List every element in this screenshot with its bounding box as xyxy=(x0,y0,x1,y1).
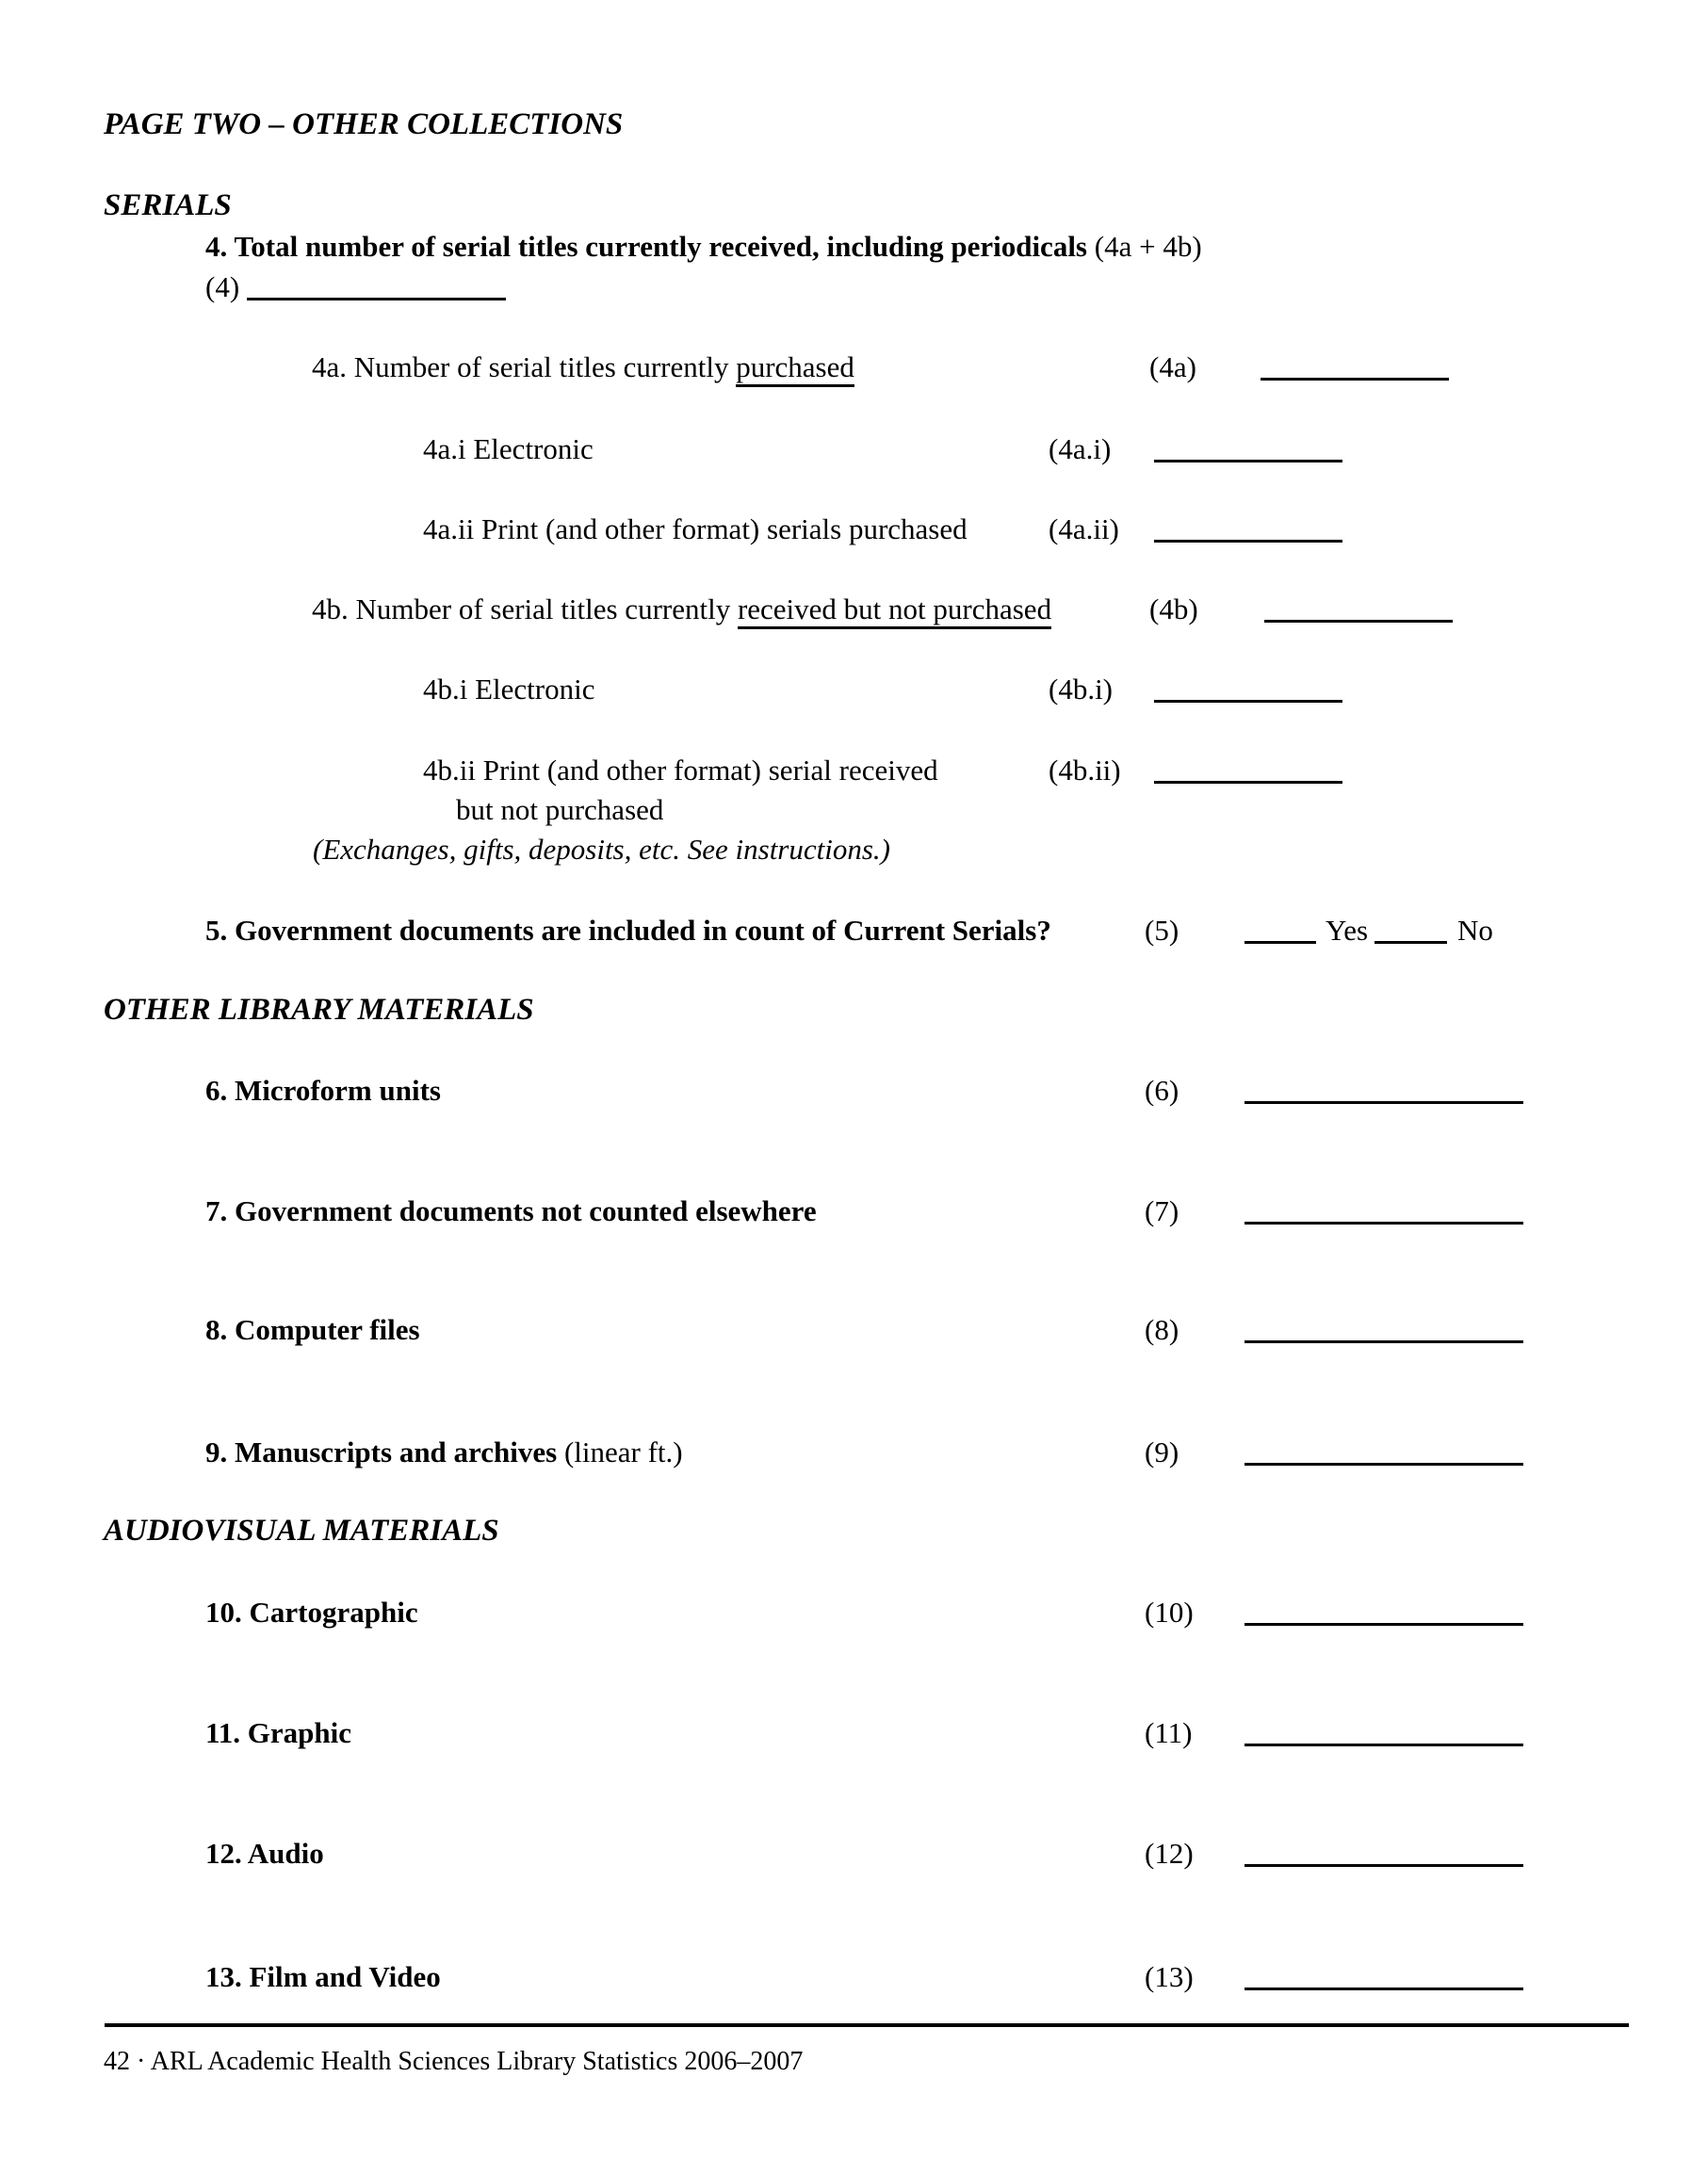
question-10-code: (10) xyxy=(1145,1596,1194,1629)
question-5-no-blank[interactable] xyxy=(1375,912,1447,944)
question-8-label: 8. Computer files xyxy=(205,1313,420,1346)
question-4ai-answer-blank[interactable] xyxy=(1154,430,1342,462)
question-9-row xyxy=(0,1434,1708,1477)
question-11-code: (11) xyxy=(1145,1716,1193,1749)
question-10-row xyxy=(0,1594,1708,1637)
question-9-label-main: 9. Manuscripts and archives xyxy=(205,1436,558,1468)
question-5-no-label: No xyxy=(1457,914,1493,947)
question-8-answer-blank[interactable] xyxy=(1244,1311,1523,1343)
question-4bii-note-row xyxy=(0,831,1708,874)
question-9-code: (9) xyxy=(1145,1436,1179,1468)
question-5-row xyxy=(0,912,1708,955)
question-4b-answer-blank[interactable] xyxy=(1264,591,1453,623)
question-7-code: (7) xyxy=(1145,1194,1179,1227)
question-12-row xyxy=(0,1835,1708,1878)
question-6-answer-blank[interactable] xyxy=(1244,1072,1523,1104)
question-4aii-code: (4a.ii) xyxy=(1049,512,1119,545)
page-title: PAGE TWO – OTHER COLLECTIONS xyxy=(104,107,624,141)
question-4b-row xyxy=(0,591,1708,634)
question-13-code: (13) xyxy=(1145,1960,1194,1993)
question-13-label: 13. Film and Video xyxy=(205,1960,441,1993)
question-4-label-main: 4. Total number of serial titles currently received, including periodicals xyxy=(205,230,1087,263)
question-7-row xyxy=(0,1192,1708,1236)
question-8-row xyxy=(0,1311,1708,1355)
question-4bi-label: 4b.i Electronic xyxy=(423,673,595,706)
question-4-answer-row xyxy=(0,268,1708,312)
question-9-answer-blank[interactable] xyxy=(1244,1434,1523,1466)
question-4-code: (4) xyxy=(205,270,240,303)
question-4aii-row xyxy=(0,511,1708,554)
question-4-row xyxy=(0,228,1708,271)
question-4b-label-prefix: 4b. Number of serial titles currently xyxy=(312,592,738,625)
question-11-answer-blank[interactable] xyxy=(1244,1714,1523,1746)
question-10-label: 10. Cartographic xyxy=(205,1596,418,1629)
question-6-code: (6) xyxy=(1145,1074,1179,1107)
question-4a-row xyxy=(0,349,1708,392)
section-other-library-materials-row xyxy=(0,991,1708,1034)
question-13-row xyxy=(0,1958,1708,2002)
question-4aii-answer-blank[interactable] xyxy=(1154,511,1342,543)
question-8-code: (8) xyxy=(1145,1313,1179,1346)
section-audiovisual-materials-row xyxy=(0,1512,1708,1555)
question-4-label xyxy=(205,228,1202,266)
question-4a-code: (4a) xyxy=(1149,350,1196,383)
question-4bii-note: (Exchanges, gifts, deposits, etc. See instructions.) xyxy=(313,833,890,866)
question-9-label-suffix: (linear ft.) xyxy=(563,1436,683,1468)
question-4ai-row xyxy=(0,430,1708,474)
section-heading-serials: SERIALS xyxy=(104,188,232,222)
question-4b-label-underlined: received but not purchased xyxy=(738,592,1051,629)
question-4bii-row-line2 xyxy=(0,791,1708,835)
question-7-answer-blank[interactable] xyxy=(1244,1192,1523,1225)
question-9-label xyxy=(205,1434,683,1471)
question-4-label-suffix: (4a + 4b) xyxy=(1094,230,1202,263)
question-11-label: 11. Graphic xyxy=(205,1716,352,1749)
question-12-answer-blank[interactable] xyxy=(1244,1835,1523,1867)
question-5-yes-blank[interactable] xyxy=(1244,912,1316,944)
question-12-label: 12. Audio xyxy=(205,1837,324,1870)
question-13-answer-blank[interactable] xyxy=(1244,1958,1523,1990)
question-4bii-row xyxy=(0,752,1708,795)
question-5-yes-label: Yes xyxy=(1326,914,1369,947)
page-title-row xyxy=(0,105,1708,149)
question-4ai-label: 4a.i Electronic xyxy=(423,432,594,465)
question-4bi-answer-blank[interactable] xyxy=(1154,671,1342,703)
question-4bii-label-line2: but not purchased xyxy=(456,793,664,826)
question-6-row xyxy=(0,1072,1708,1115)
question-4a-label-prefix: 4a. Number of serial titles currently xyxy=(312,350,737,383)
question-4-answer-blank[interactable] xyxy=(247,268,506,300)
footer-divider xyxy=(105,2023,1629,2027)
question-4b-code: (4b) xyxy=(1149,592,1198,625)
question-4bii-label: 4b.ii Print (and other format) serial received xyxy=(423,754,938,787)
question-4b-label xyxy=(312,591,1051,628)
question-4bi-row xyxy=(0,671,1708,714)
question-4bii-answer-blank[interactable] xyxy=(1154,752,1342,784)
section-heading-other-library-materials: OTHER LIBRARY MATERIALS xyxy=(104,993,534,1027)
question-4aii-label: 4a.ii Print (and other format) serials purchased xyxy=(423,512,968,545)
question-11-row xyxy=(0,1714,1708,1758)
page-footer: 42 · ARL Academic Health Sciences Library Statistics 2006–2007 xyxy=(104,2047,804,2076)
question-4bi-code: (4b.i) xyxy=(1049,673,1114,706)
question-6-label: 6. Microform units xyxy=(205,1074,441,1107)
question-7-label: 7. Government documents not counted elsewhere xyxy=(205,1194,817,1227)
section-serials-row xyxy=(0,187,1708,230)
question-10-answer-blank[interactable] xyxy=(1244,1594,1523,1626)
question-5-code: (5) xyxy=(1145,914,1179,947)
question-5-label: 5. Government documents are included in count of Current Serials? xyxy=(205,914,1051,947)
question-4bii-code: (4b.ii) xyxy=(1049,754,1121,787)
question-4a-answer-blank[interactable] xyxy=(1261,349,1449,381)
section-heading-audiovisual-materials: AUDIOVISUAL MATERIALS xyxy=(104,1514,499,1548)
question-4a-label-underlined: purchased xyxy=(736,350,854,387)
question-12-code: (12) xyxy=(1145,1837,1194,1870)
question-4ai-code: (4a.i) xyxy=(1049,432,1112,465)
question-4a-label xyxy=(312,349,854,386)
